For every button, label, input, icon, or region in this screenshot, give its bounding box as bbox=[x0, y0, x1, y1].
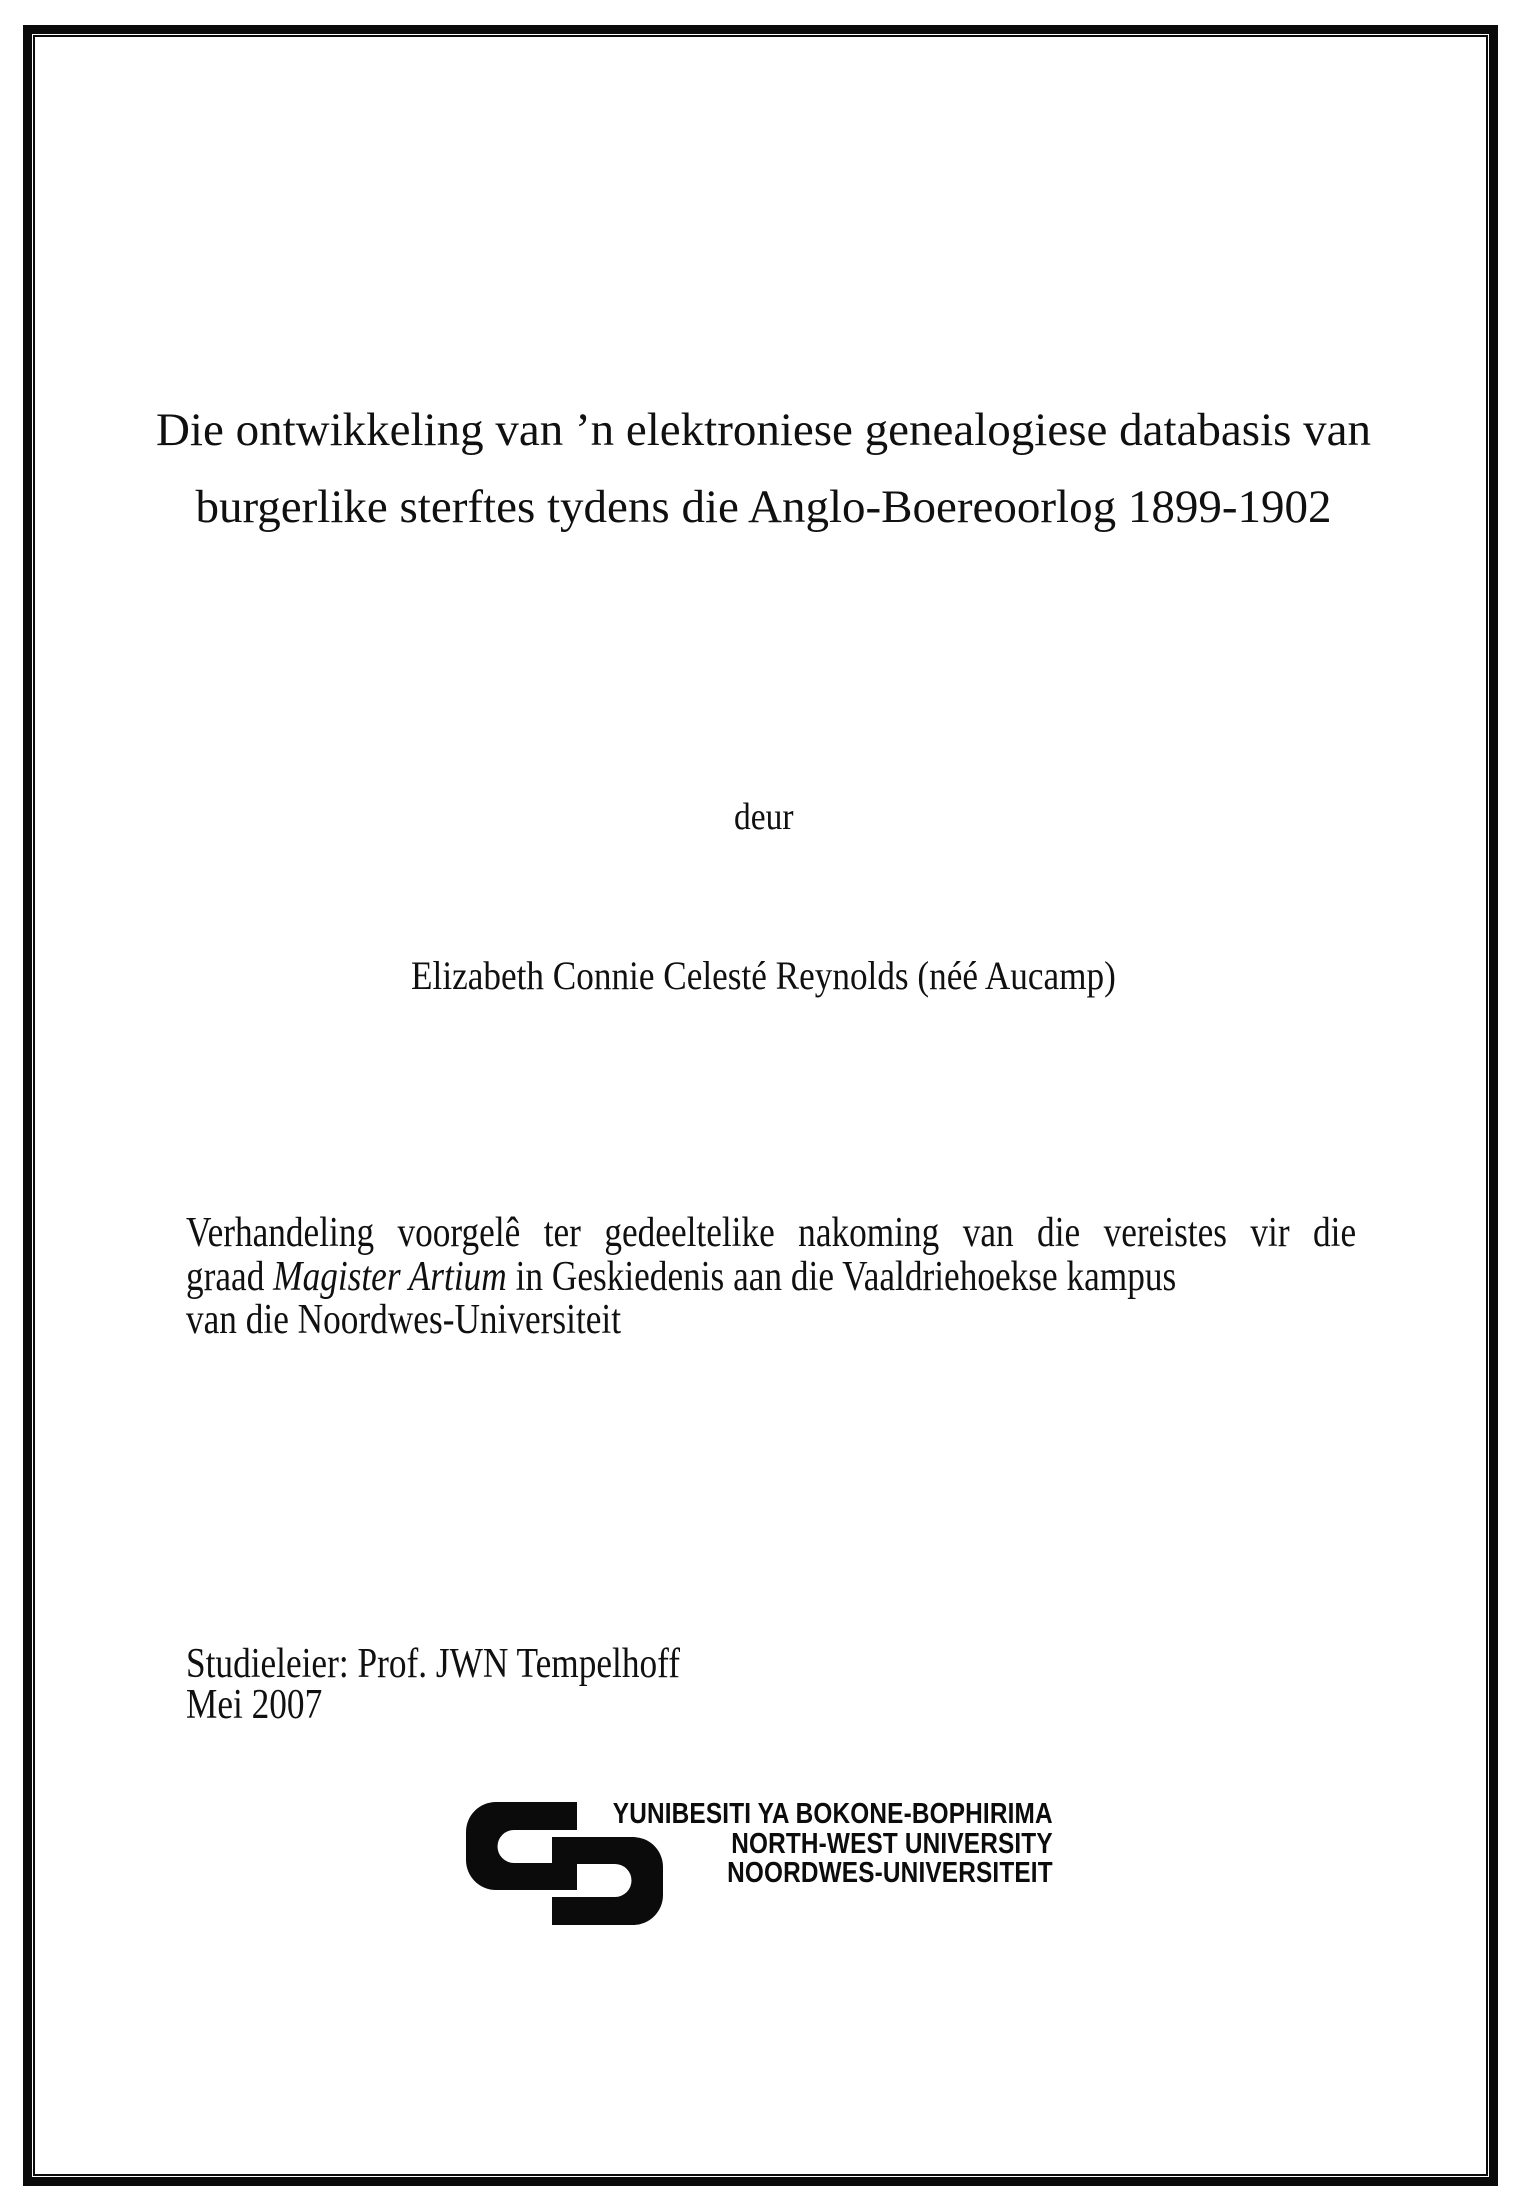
degree-statement-line3: van die Noordwes-Universiteit bbox=[186, 1297, 622, 1343]
supervisor-block bbox=[186, 1641, 1356, 1728]
supervisor-line: Studieleier: Prof. JWN Tempelhoff bbox=[186, 1641, 680, 1687]
author-name: Elizabeth Connie Celesté Reynolds (néé Aucamp) bbox=[411, 953, 1116, 998]
nwu-logo-line1: YUNIBESITI YA BOKONE-BOPHIRIMA bbox=[613, 1798, 1053, 1830]
thesis-title-line2: burgerlike sterftes tydens die Anglo-Boereoorlog 1899-1902 bbox=[195, 481, 1332, 533]
nwu-logo-line3: NOORDWES-UNIVERSITEIT bbox=[727, 1857, 1053, 1889]
degree-statement-line2: graad Magister Artium in Geskiedenis aan die Vaaldriehoekse kampus bbox=[186, 1253, 1177, 1300]
nwu-logo-line2: NORTH-WEST UNIVERSITY bbox=[731, 1827, 1053, 1860]
date-line: Mei 2007 bbox=[186, 1682, 323, 1728]
thesis-title bbox=[0, 392, 1527, 546]
byline-deur: deur bbox=[733, 796, 794, 838]
thesis-title-line1: Die ontwikkeling van ’n elektroniese genealogiese databasis van bbox=[155, 404, 1372, 456]
degree-statement-line1: Verhandeling voorgelê ter gedeeltelike nakoming van die vereistes vir die bbox=[186, 1210, 1357, 1256]
degree-name-italic: Magister Artium bbox=[273, 1253, 507, 1300]
degree-statement bbox=[186, 1212, 1356, 1343]
nwu-logo-wordmark bbox=[529, 1800, 1053, 1889]
